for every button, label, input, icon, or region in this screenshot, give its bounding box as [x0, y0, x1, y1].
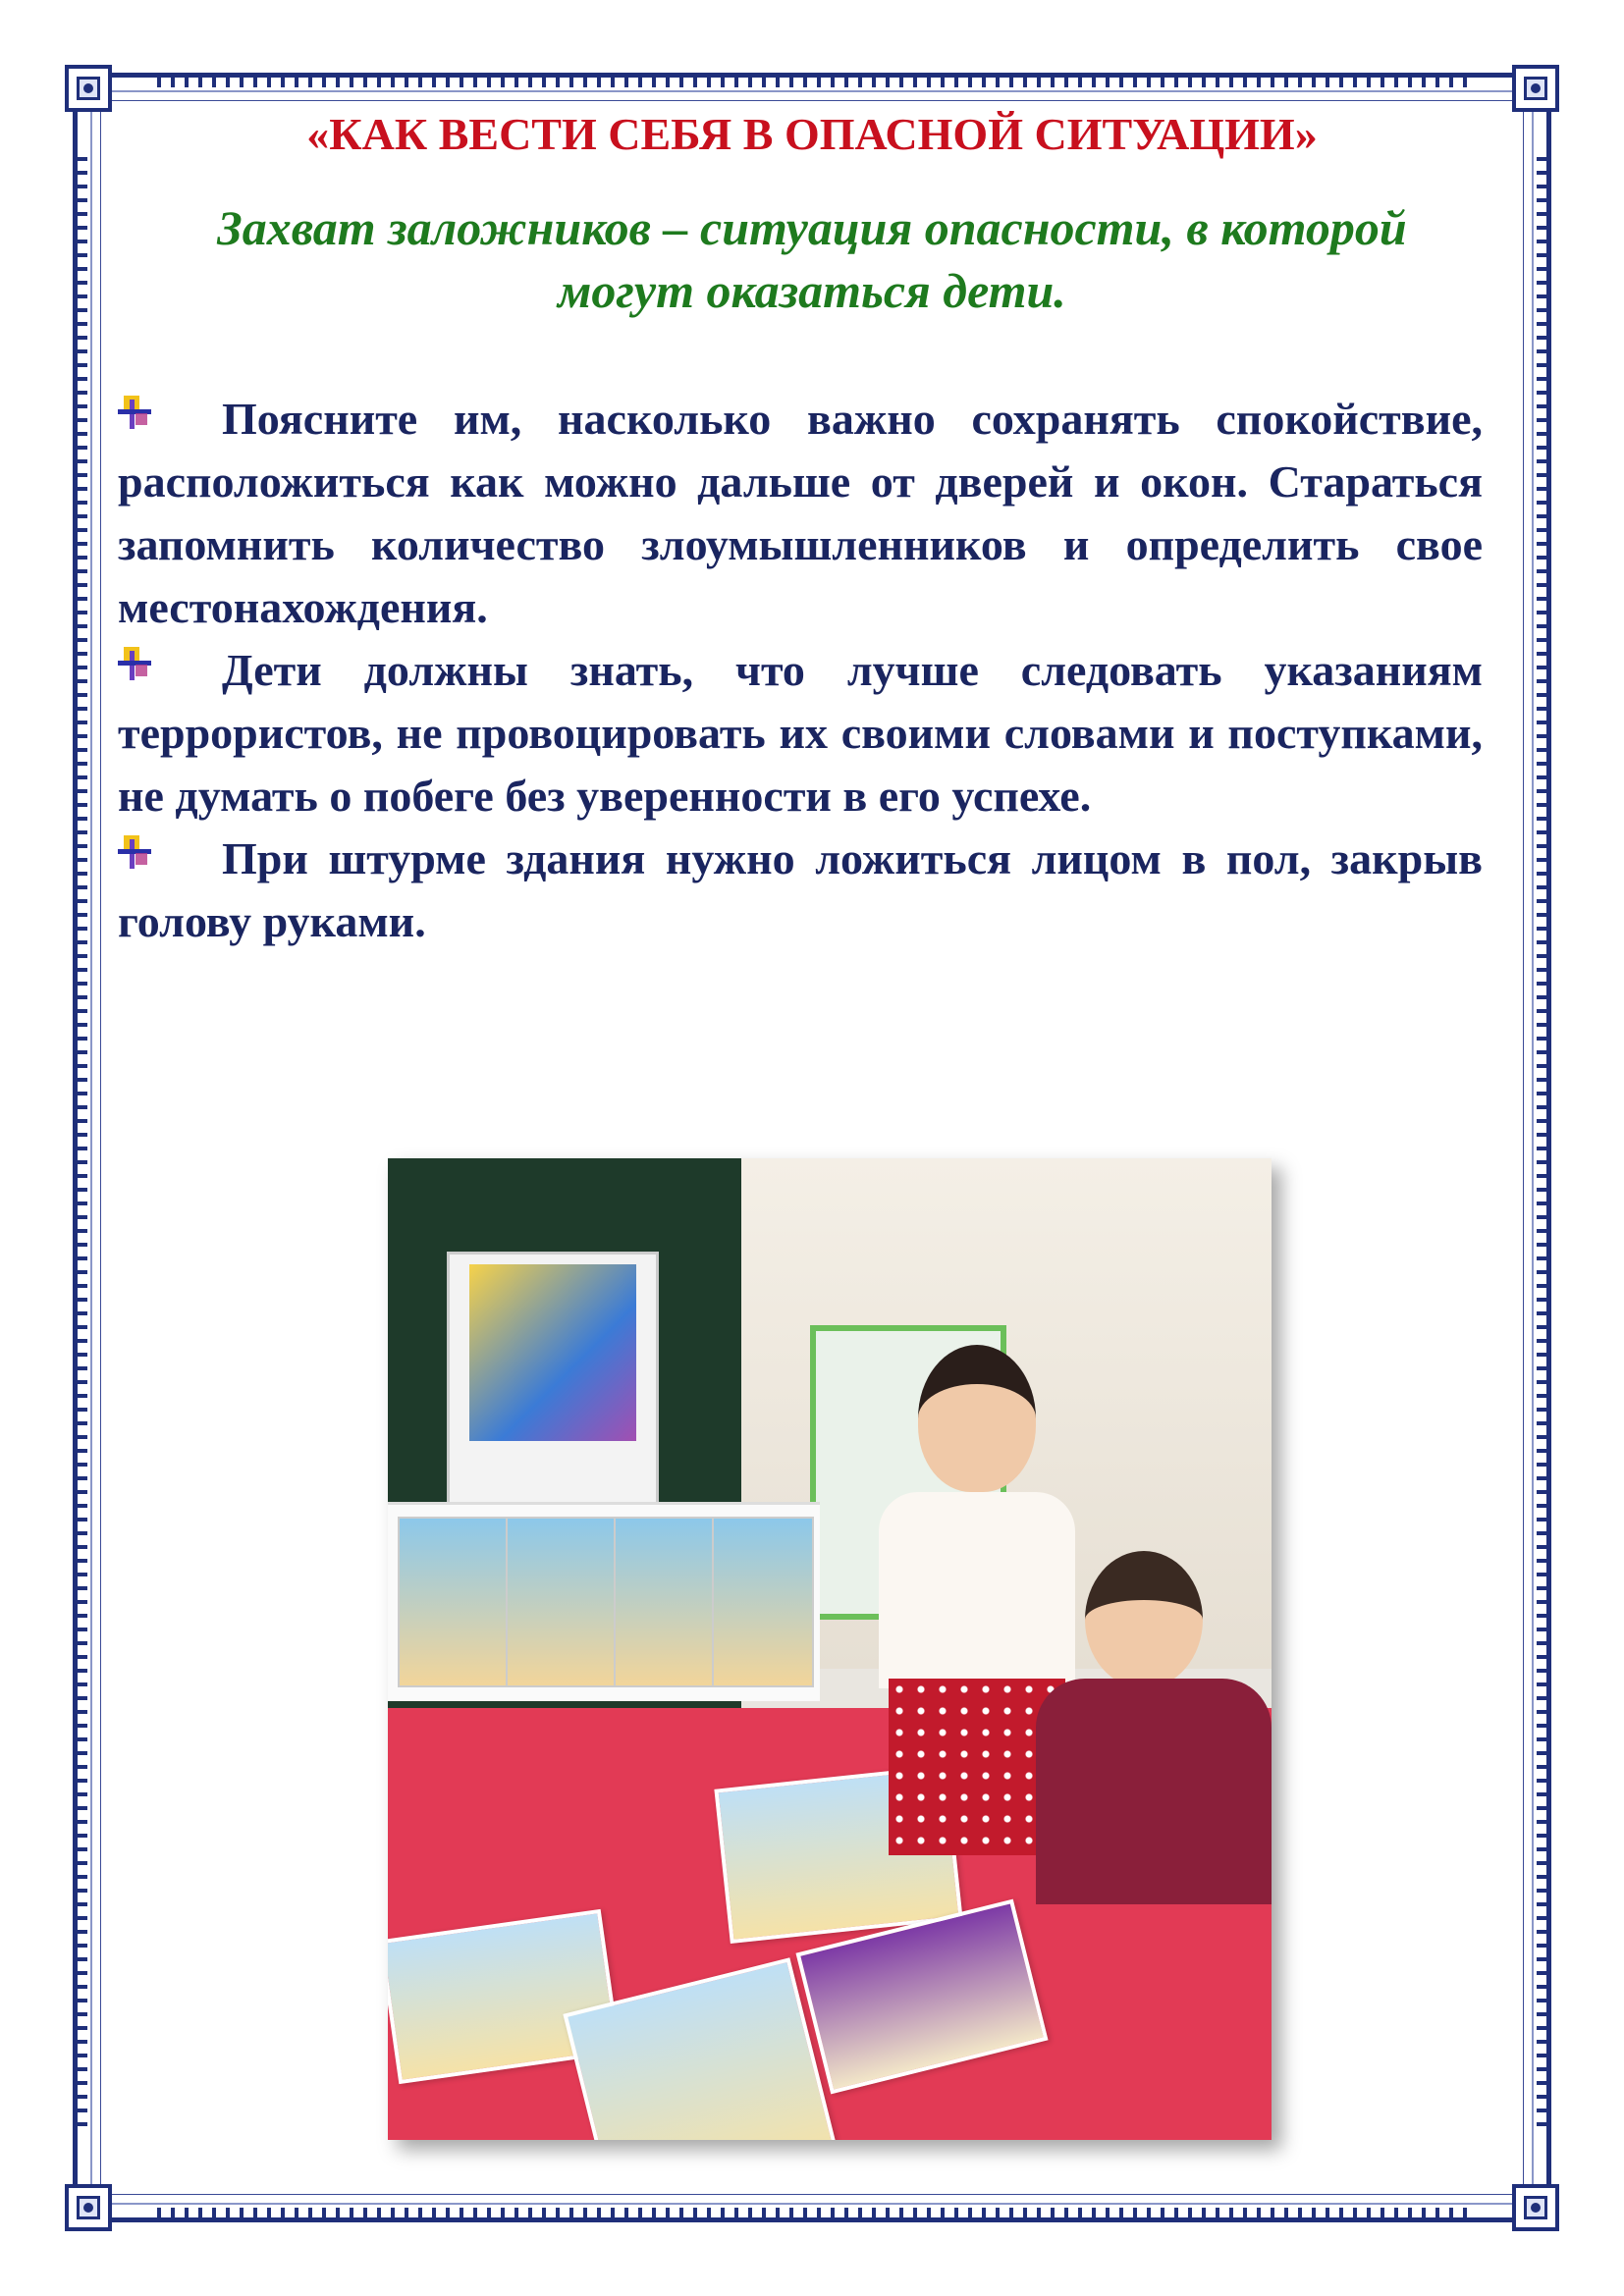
subtitle-line-2: могут оказаться дети.: [558, 263, 1066, 318]
bottom-border-pattern: [157, 2208, 1467, 2217]
classroom-photo: [388, 1158, 1272, 2140]
girl-at-table: [1036, 1551, 1272, 1904]
left-border-pattern: [78, 157, 87, 2130]
bullet-paragraph-1: [118, 388, 1483, 639]
corner-bottom-right-icon: [1512, 2184, 1559, 2231]
corner-top-left-icon: [65, 65, 112, 112]
corner-bottom-left-icon: [65, 2184, 112, 2231]
top-border-pattern: [157, 78, 1467, 87]
bullet-icon: [118, 647, 155, 682]
paragraph-text: Поясните им, насколько важно сохранять спокойствие, расположиться как можно дальше от дверей и окон. Стараться запомнить количество злоумышленников и определить свое местонахождения.: [118, 394, 1483, 632]
subtitle-line-1: Захват заложников – ситуация опасности, в которой: [217, 200, 1407, 255]
right-border-pattern: [1537, 157, 1546, 2130]
picture-cards-strip: [388, 1502, 820, 1701]
page-subtitle: [137, 196, 1487, 322]
body-content: [118, 388, 1483, 953]
bullet-icon: [118, 396, 155, 431]
paragraph-text: При штурме здания нужно ложиться лицом в пол, закрыв голову руками.: [118, 833, 1483, 946]
bullet-icon: [118, 835, 155, 871]
paragraph-text: Дети должны знать, что лучше следовать указаниям террористов, не провоцировать их своими словами и поступками, не думать о побеге без уверенности в его успехе.: [118, 645, 1483, 821]
page-title: «КАК ВЕСТИ СЕБЯ В ОПАСНОЙ СИТУАЦИИ»: [306, 109, 1318, 159]
bullet-paragraph-3: [118, 828, 1483, 953]
bullet-paragraph-2: [118, 639, 1483, 828]
safety-poster: [447, 1252, 659, 1513]
corner-top-right-icon: [1512, 65, 1559, 112]
